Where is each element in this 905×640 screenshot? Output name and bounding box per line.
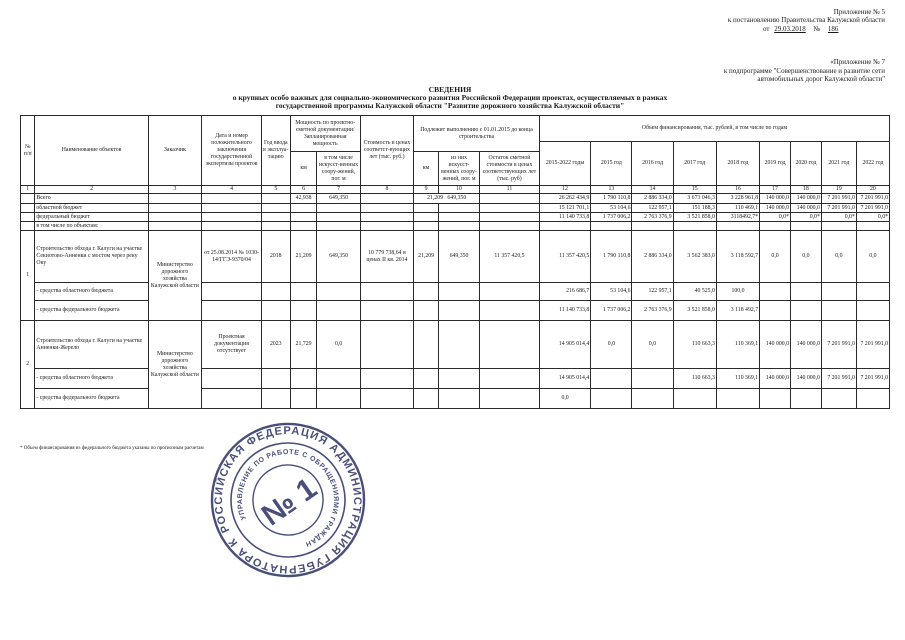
cell-value: 40 525,0 [673,283,716,301]
cell-value: 100,0 [716,283,759,301]
cell-value: 3118492,7* [716,213,759,222]
object-art: 649,350 [317,231,360,283]
empty-cell [148,204,202,213]
empty-cell [202,389,262,409]
empty-cell [290,283,317,301]
cell-value: 1 737 006,2 [591,301,632,321]
cell-value: 2 763 376,9 [632,301,673,321]
object-done-art: 649,350 [438,231,479,283]
cell-value: 0,0 [760,231,791,283]
cell-value: 140 000,0 [760,321,791,369]
cell-value: 26 262 434,9 [539,194,590,204]
cell-value: 7 201 991,0 [856,204,889,213]
cell-value: 15 121 701,1 [539,204,590,213]
header-done: Подлежит выполнению с 01.01.2015 до конца строительства [414,116,540,152]
cell-value: 14 905 014,4 [539,321,590,369]
cell-value: 0,0 [856,231,889,283]
header-year-2022: 2022 год [856,142,889,186]
empty-cell [480,283,540,301]
empty-cell [261,301,290,321]
col-number: 6 [290,186,317,194]
empty-cell [290,369,317,389]
header-year-2018: 2018 год [716,142,759,186]
cell-value: 140 000,0 [790,321,821,369]
col-number: 14 [632,186,673,194]
empty-cell [317,369,360,389]
col-number: 17 [760,186,791,194]
empty-cell [821,283,856,301]
cell-value: 0,0* [821,213,856,222]
empty-cell [591,222,632,231]
empty-cell [438,213,479,222]
object-cost: 10 779 738,64 в ценах II кв. 2014 [360,231,414,283]
appendix-7-label: «Приложение № 7 [830,58,885,66]
cell-value: 1 790 110,8 [591,231,632,283]
footnote: * Объем финансирования из федерального бюджета указаны по прогнозным расчетам [20,446,204,451]
cell-value: 649,350 [317,194,360,204]
row-number: 1 [21,231,35,321]
empty-cell [856,283,889,301]
col-number: 20 [856,186,889,194]
cell-value: 7 201 991,0 [821,369,856,389]
table-row-object-1 [21,231,890,283]
empty-cell [360,283,414,301]
empty-cell [480,194,540,204]
cell-value: 7 201 991,0 [821,204,856,213]
header-capacity-km: км [290,152,317,186]
object-rest: 11 357 420,5 [480,231,540,283]
cell-value: 3 521 858,0 [673,213,716,222]
empty-cell [790,283,821,301]
empty-cell [790,222,821,231]
cell-value: 0,0 [821,231,856,283]
cell-value: 3 521 858,0 [673,301,716,321]
header-done-km: км [414,152,439,186]
header-cost: Стоимость в ценах соответст-вующих лет (тыс. руб.) [360,116,414,186]
empty-cell [856,222,889,231]
cell-value: 0,0* [760,213,791,222]
header-done-art: из них искусст-венных соору-жений, пог. м [438,152,479,186]
object-customer: Министерство дорожного хозяйства Калужской области [148,231,202,321]
header-year-in: Год ввода в эксплуа-тацию [261,116,290,186]
empty-cell [480,301,540,321]
document-title: СВЕДЕНИЯ [428,85,472,94]
empty-cell [539,222,590,231]
col-number: 7 [317,186,360,194]
empty-cell [261,369,290,389]
col-number: 11 [480,186,540,194]
empty-cell [673,222,716,231]
empty-cell [360,204,414,213]
cell-value: 0,0 [790,231,821,283]
empty-cell [414,222,439,231]
cell-value: 21,209 [427,195,444,201]
header-year-2020: 2020 год [790,142,821,186]
row-label: Всего [35,194,148,204]
empty-cell [290,204,317,213]
empty-cell [821,301,856,321]
empty-cell [632,389,673,409]
seal-outer-text: РОССИЙСКАЯ ФЕДЕРАЦИЯ АДМИНИСТРАЦИЯ ГУБЕРНАТОРА КАЛУЖСКОЙ [212,424,364,576]
cell-value: 7 201 991,0 [856,369,889,389]
subprogram-line-2: автомобильных дорог Калужской области" [757,75,885,83]
empty-cell [261,222,290,231]
empty-cell [480,213,540,222]
empty-cell [760,389,791,409]
col-number: 1 [21,186,35,194]
cell-value: 14 905 014,4 [539,369,590,389]
cell-value: 216 686,7 [539,283,590,301]
cell-value: 11 140 733,8 [539,213,590,222]
empty-cell [632,222,673,231]
header-num: № п/п [21,116,35,186]
empty-cell [290,213,317,222]
empty-cell [360,301,414,321]
table-row-regional [21,204,890,213]
empty-cell [290,222,317,231]
empty-cell [21,194,35,204]
col-number: 18 [790,186,821,194]
empty-cell [821,389,856,409]
object-km: 21,209 [290,231,317,283]
resolution-date: 29.03.2018 [774,25,806,33]
cell-value: 122 957,1 [632,204,673,213]
document-subtitle-1: о крупных особо важных для социально-экономического развития Российской Федерации проектах, осуществляемых в рамках [232,93,668,102]
column-numbers-row [21,186,890,194]
empty-cell [317,301,360,321]
resolution-number: 186 [827,25,839,33]
empty-cell [716,222,759,231]
empty-cell [261,283,290,301]
header-customer: Заказчик [148,116,202,186]
col-number: 15 [673,186,716,194]
empty-cell [261,194,290,204]
row-label: в том числе по объектам: [35,222,148,231]
cell-value: 2 763 376,9 [632,213,673,222]
header-year-2019: 2019 год [760,142,791,186]
empty-cell [261,389,290,409]
cell-value: 3 118 592,7 [716,231,759,283]
cell-value: 7 201 991,0 [821,194,856,204]
row-label: областной бюджет [35,204,148,213]
table-row-object-2 [21,321,890,369]
cell-value: 151 188,3 [673,204,716,213]
empty-cell [414,204,439,213]
row-label: - средства федерального бюджета [35,301,148,321]
empty-cell [317,222,360,231]
object-name: Строительство обхода г. Калуги на участке Анненки-Жерело [35,321,148,369]
cell-value: 140 000,0 [790,194,821,204]
empty-cell [673,389,716,409]
cell-value: 110 663,3 [673,321,716,369]
empty-cell [148,222,202,231]
empty-cell [202,222,262,231]
cell-value [414,194,480,204]
cell-value: 2 886 334,0 [632,231,673,283]
cell-value: 3 118 492,7 [716,301,759,321]
empty-cell [591,369,632,389]
empty-cell [632,369,673,389]
empty-cell [360,213,414,222]
cell-value: 0,0* [790,213,821,222]
empty-cell [360,321,414,369]
header-fin-total: 2015-2022 годы [539,142,590,186]
header-capacity-art: в том числе искусст-венных соору-жений, пог. м [317,152,360,186]
table-row-including [21,222,890,231]
empty-cell [790,301,821,321]
cell-value: 0,0 [632,321,673,369]
empty-cell [856,301,889,321]
empty-cell [591,389,632,409]
header-expertise: Дата и номер положительного заключения государственной экспертизы проектов [202,116,262,186]
header-name: Наименование объектов [35,116,148,186]
cell-value: 110 369,1 [716,321,759,369]
empty-cell [360,369,414,389]
empty-cell [438,369,479,389]
cell-value: 649,350 [447,195,467,201]
empty-cell [202,204,262,213]
empty-cell [414,389,439,409]
col-number: 19 [821,186,856,194]
cell-value: 0,0 [591,321,632,369]
cell-value: 140 000,0 [760,194,791,204]
document-subtitle-2: государственной программы Калужской области "Развитие дорожного хозяйства Калужской области" [275,101,625,110]
col-number: 5 [261,186,290,194]
cell-value: 7 201 991,0 [856,321,889,369]
empty-cell [360,389,414,409]
object-name: Строительство обхода г. Калуги на участке Секиотово-Анненки с мостом через реку Оку [35,231,148,283]
subprogram-line-1: к подпрограмме "Совершенствование и развитие сети [723,67,885,75]
empty-cell [148,194,202,204]
col-number: 8 [360,186,414,194]
cell-value: 2 886 334,0 [632,194,673,204]
header-year-2015: 2015 год [591,142,632,186]
cell-value: 140 000,0 [790,369,821,389]
empty-cell [438,204,479,213]
header-year-2021: 2021 год [821,142,856,186]
col-number: 2 [35,186,148,194]
cell-value: 3 228 961,8 [716,194,759,204]
empty-cell [21,222,35,231]
seal-center-number: № 1 [256,471,323,533]
object-year: 2018 [261,231,290,283]
col-number: 10 [438,186,479,194]
object-year: 2023 [261,321,290,369]
empty-cell [716,389,759,409]
empty-cell [202,283,262,301]
cell-value: 7 201 991,0 [856,194,889,204]
empty-cell [438,222,479,231]
empty-cell [290,301,317,321]
empty-cell [261,213,290,222]
cell-value: 140 000,0 [790,204,821,213]
object-done-km: 21,209 [414,231,439,283]
object-expertise: Проектная документация отсутствует [202,321,262,369]
object-art: 0,0 [317,321,360,369]
row-label: - средства областного бюджета [35,283,148,301]
cell-value: 122 957,1 [632,283,673,301]
empty-cell [438,321,479,369]
cell-value: 0,0 [539,389,590,409]
empty-cell [438,389,479,409]
row-label: - средства федерального бюджета [35,389,148,409]
empty-cell [480,222,540,231]
cell-value: 110 663,3 [673,369,716,389]
empty-cell [21,204,35,213]
empty-cell [202,194,262,204]
empty-cell [202,213,262,222]
empty-cell [317,389,360,409]
empty-cell [438,283,479,301]
header-year-2016: 2016 год [632,142,673,186]
row-number: 2 [21,321,35,409]
empty-cell [414,283,439,301]
empty-cell [856,389,889,409]
table-row-total [21,194,890,204]
empty-cell [414,369,439,389]
cell-value: 42,938 [290,194,317,204]
empty-cell [202,301,262,321]
empty-cell [360,222,414,231]
cell-value: 1 737 006,2 [591,213,632,222]
projects-table [20,115,890,409]
object-km: 21,729 [290,321,317,369]
official-seal-icon [208,420,368,580]
col-number: 9 [414,186,439,194]
object-expertise: от 25.08.2014 № 1030-14/ГГЭ-9370/04 [202,231,262,283]
empty-cell [148,213,202,222]
empty-cell [317,213,360,222]
col-number: 3 [148,186,202,194]
empty-cell [480,389,540,409]
cell-value: 53 104,6 [591,283,632,301]
header-done-rest: Остаток сметной стоимости в ценах соответствующих лет (тыс. руб) [480,152,540,186]
table-row-federal [21,213,890,222]
empty-cell [790,389,821,409]
cell-value: 140 000,0 [760,369,791,389]
empty-cell [760,283,791,301]
date-line [763,25,893,33]
empty-cell [821,222,856,231]
cell-value: 140 000,0 [760,204,791,213]
cell-value: 11 357 420,5 [539,231,590,283]
cell-value: 110 369,1 [716,369,759,389]
resolution-line: к постановлению Правительства Калужской области [727,16,885,24]
empty-cell [202,369,262,389]
empty-cell [760,222,791,231]
cell-value: 3 673 046,3 [673,194,716,204]
empty-cell [21,213,35,222]
row-label: - средства областного бюджета [35,369,148,389]
cell-value: 7 201 991,0 [821,321,856,369]
cell-value: 3 562 383,0 [673,231,716,283]
empty-cell [480,321,540,369]
empty-cell [261,204,290,213]
empty-cell [414,321,439,369]
cell-value: 0,0* [856,213,889,222]
row-label: федеральный бюджет [35,213,148,222]
empty-cell [317,204,360,213]
cell-value: 53 104,6 [591,204,632,213]
cell-value: 1 790 110,8 [591,194,632,204]
empty-cell [480,369,540,389]
empty-cell [360,194,414,204]
empty-cell [480,204,540,213]
col-number: 13 [591,186,632,194]
seal-inner-text: УПРАВЛЕНИЕ ПО РАБОТЕ С ОБРАЩЕНИЯМИ ГРАЖДАН [236,448,340,548]
col-number: 12 [539,186,590,194]
empty-cell [290,389,317,409]
header-financing: Объем финансирования, тыс. рублей, в том числе по годам [539,116,889,142]
number-prefix: № [813,25,821,33]
empty-cell [317,283,360,301]
object-customer: Министерство дорожного хозяйства Калужской области [148,321,202,409]
cell-value: 11 140 733,8 [539,301,590,321]
cell-value: 110 469,1 [716,204,759,213]
header-capacity: Мощность по проектно-сметной документации/Запланированная мощность [290,116,360,152]
col-number: 4 [202,186,262,194]
empty-cell [760,301,791,321]
empty-cell [414,301,439,321]
col-number: 16 [716,186,759,194]
empty-cell [414,213,439,222]
date-prefix: от [763,25,770,33]
empty-cell [438,301,479,321]
appendix-5-label: Приложение № 5 [833,8,885,16]
header-year-2017: 2017 год [673,142,716,186]
